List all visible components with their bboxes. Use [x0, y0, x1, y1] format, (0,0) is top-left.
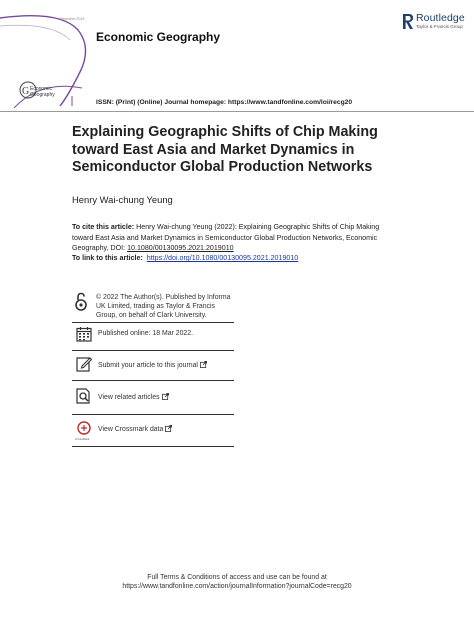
- publisher-subtitle: Taylor & Francis Group: [416, 24, 463, 29]
- link-label: To link to this article:: [72, 254, 143, 262]
- info-divider: [72, 414, 234, 415]
- submit-article-link[interactable]: Submit your article to this journal: [98, 361, 207, 370]
- cite-text: Henry Wai-chung Yeung (2022): Explaining Geographic Shifts of Chip Making toward East Asia and Market Dynamics in Semiconductor Global Production Networks, Economic Geography, DOI:: [72, 223, 380, 252]
- footer-terms-link[interactable]: https://www.tandfonline.com/action/journalInformation?journalCode=recg20: [122, 583, 352, 591]
- open-access-icon: [74, 292, 88, 312]
- svg-text:G: G: [22, 86, 30, 97]
- info-divider: [72, 322, 234, 323]
- cover-top-text: Reunión 2021: [60, 16, 85, 21]
- info-divider: [72, 446, 234, 447]
- external-link-icon: [162, 393, 169, 400]
- issn-homepage-line[interactable]: ISSN: (Print) (Online) Journal homepage: https://www.tandfonline.com/loi/recg20: [96, 99, 353, 106]
- routledge-logo-icon: [402, 13, 414, 30]
- footer-terms: [0, 573, 474, 592]
- article-title: Explaining Geographic Shifts of Chip Making toward East Asia and Market Dynamics in Semiconductor Global Production Networks: [72, 124, 378, 176]
- related-articles-icon: [76, 388, 92, 404]
- citation-block: [72, 222, 402, 254]
- related-articles-link[interactable]: View related articles: [98, 393, 169, 402]
- crossmark-link[interactable]: View Crossmark data: [98, 425, 172, 434]
- license-text: © 2022 The Author(s). Published by Informa UK Limited, trading as Taylor & Francis Group, on behalf of Clark University.: [96, 294, 231, 320]
- external-link-icon: [200, 361, 207, 368]
- cite-doi-link[interactable]: 10.1080/00130095.2021.2019010: [127, 244, 234, 252]
- published-date: Published online: 18 Mar 2022.: [98, 330, 194, 337]
- header-divider: [0, 111, 474, 112]
- publisher-name: Routledge: [416, 12, 465, 24]
- article-doi-link[interactable]: https://doi.org/10.1080/00130095.2021.2019010: [146, 254, 299, 262]
- info-divider: [72, 350, 234, 351]
- info-divider: [72, 380, 234, 381]
- article-author: Henry Wai-chung Yeung: [72, 194, 173, 205]
- article-link-line: [72, 254, 298, 262]
- calendar-icon: [76, 326, 92, 342]
- cover-logo-text: Economic Geography: [30, 86, 55, 98]
- footer-line-1: Full Terms & Conditions of access and use can be found at: [147, 574, 327, 581]
- edit-submit-icon: [76, 356, 92, 372]
- crossmark-badge-text: CrossMark: [75, 437, 90, 441]
- external-link-icon: [165, 425, 172, 432]
- journal-name[interactable]: Economic Geography: [96, 30, 221, 44]
- cite-label: To cite this article:: [72, 223, 135, 231]
